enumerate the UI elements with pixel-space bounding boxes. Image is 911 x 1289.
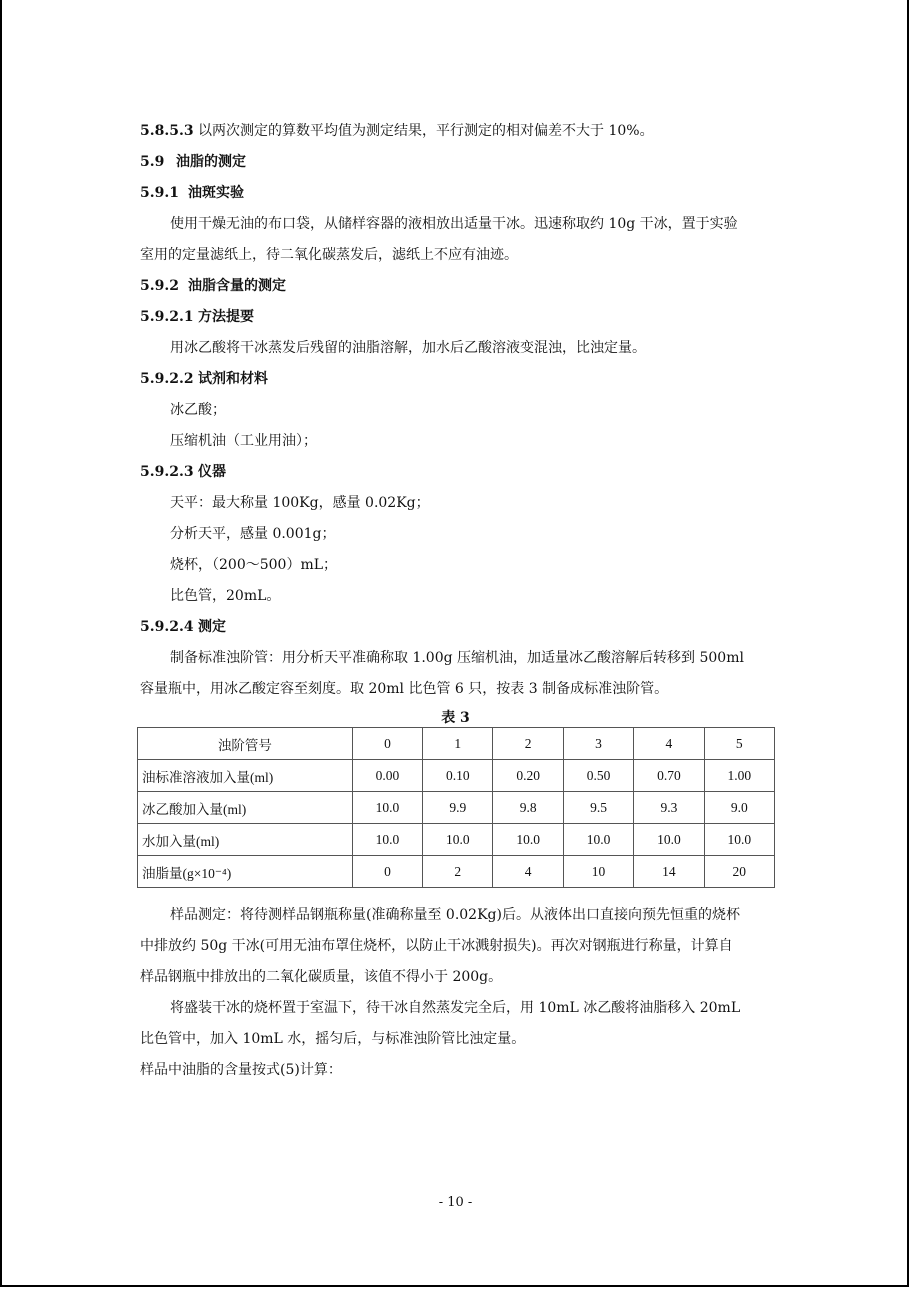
heading-5922: [140, 370, 268, 388]
table-header-cell: 3: [563, 728, 633, 760]
table-3: [137, 727, 775, 888]
table-cell: 0.50: [563, 760, 633, 792]
instrument-item: 比色管，20mL。: [170, 588, 281, 604]
table-row: [138, 760, 775, 792]
table-cell: 20: [704, 856, 774, 888]
paragraph-line: 中排放约 50g 干冰(可用无油布罩住烧杯，以防止干冰溅射损失)。再次对钢瓶进行称量，计算自: [140, 938, 733, 954]
clause-5853: [140, 122, 654, 140]
table-cell: 14: [634, 856, 704, 888]
clause-text: 以两次测定的算数平均值为测定结果，平行测定的相对偏差不大于 10%。: [198, 123, 654, 139]
table-cell: 10.0: [352, 824, 422, 856]
table-cell: 9.8: [493, 792, 563, 824]
heading-5921: [140, 308, 254, 326]
paragraph-line: 室用的定量滤纸上，待二氧化碳蒸发后，滤纸上不应有油迹。: [140, 247, 518, 263]
table-header-cell: 5: [704, 728, 774, 760]
heading-title: 试剂和材料: [198, 371, 268, 387]
table-row-label: 水加入量(ml): [138, 824, 353, 856]
table-header-row: [138, 728, 775, 760]
table-cell: 9.3: [634, 792, 704, 824]
table-cell: 0.10: [423, 760, 493, 792]
table-row-label: 冰乙酸加入量(ml): [138, 792, 353, 824]
heading-5923: [140, 463, 226, 481]
heading-title: 油脂的测定: [176, 154, 246, 170]
heading-title: 测定: [198, 619, 226, 635]
table-header-cell: 1: [423, 728, 493, 760]
table-cell: 0: [352, 856, 422, 888]
paragraph-line: 将盛装干冰的烧杯置于室温下，待干冰自然蒸发完全后，用 10mL 冰乙酸将油脂移入 20mL: [170, 1000, 741, 1016]
reagent-item: 压缩机油（工业用油）；: [170, 433, 317, 449]
paragraph-line: 样品钢瓶中排放出的二氧化碳质量，该值不得小于 200g。: [140, 969, 503, 985]
heading-title: 仪器: [198, 464, 226, 480]
reagent-item: 冰乙酸；: [170, 402, 226, 418]
table-row-label: 油脂量(g×10⁻⁴): [138, 856, 353, 888]
instrument-item: 分析天平，感量 0.001g；: [170, 526, 336, 542]
instrument-item: 天平：最大称量 100Kg，感量 0.02Kg；: [170, 495, 430, 511]
heading-number: 5.9: [140, 154, 165, 170]
table-row: [138, 856, 775, 888]
table-cell: 10.0: [493, 824, 563, 856]
table-cell: 9.9: [423, 792, 493, 824]
heading-title: 油脂含量的测定: [188, 278, 286, 294]
table-cell: 9.0: [704, 792, 774, 824]
table-caption: 表 3: [441, 710, 470, 726]
page-number: - 10 -: [438, 1195, 473, 1210]
heading-number: 5.9.2: [140, 278, 179, 294]
paragraph-line: 使用干燥无油的布口袋，从储样容器的液相放出适量干冰。迅速称取约 10g 干冰，置于实验: [170, 216, 738, 232]
paragraph-line: 样品测定：将待测样品钢瓶称量(准确称量至 0.02Kg)后。从液体出口直接向预先恒重的烧杯: [170, 907, 740, 923]
table-cell: 4: [493, 856, 563, 888]
table-cell: 10.0: [352, 792, 422, 824]
table-cell: 10.0: [423, 824, 493, 856]
heading-number: 5.9.2.1: [140, 309, 194, 325]
table-header-cell: 2: [493, 728, 563, 760]
table-row-label: 油标准溶液加入量(ml): [138, 760, 353, 792]
clause-number: 5.8.5.3: [140, 123, 194, 139]
heading-title: 油斑实验: [188, 185, 244, 201]
table-row: [138, 824, 775, 856]
paragraph-line: 容量瓶中，用冰乙酸定容至刻度。取 20ml 比色管 6 只，按表 3 制备成标准浊阶管。: [140, 681, 669, 697]
table-cell: 10: [563, 856, 633, 888]
table-cell: 10.0: [563, 824, 633, 856]
heading-59: [140, 153, 246, 171]
heading-5924: [140, 618, 226, 636]
heading-592: [140, 277, 286, 295]
instrument-item: 烧杯，（200～500）mL；: [170, 557, 338, 573]
paragraph-line: 用冰乙酸将干冰蒸发后残留的油脂溶解，加水后乙酸溶液变混浊，比浊定量。: [170, 340, 646, 356]
table-cell: 9.5: [563, 792, 633, 824]
heading-number: 5.9.1: [140, 185, 179, 201]
table-cell: 0.20: [493, 760, 563, 792]
paragraph-line: 比色管中，加入 10mL 水，摇匀后，与标准浊阶管比浊定量。: [140, 1031, 526, 1047]
table-cell: 10.0: [704, 824, 774, 856]
heading-number: 5.9.2.2: [140, 371, 194, 387]
table-header-cell: 0: [352, 728, 422, 760]
heading-title: 方法提要: [198, 309, 254, 325]
heading-number: 5.9.2.3: [140, 464, 194, 480]
table-header-cell: 4: [634, 728, 704, 760]
table-row: [138, 792, 775, 824]
table-cell: 2: [423, 856, 493, 888]
table-cell: 0.00: [352, 760, 422, 792]
paragraph-line: 制备标准浊阶管：用分析天平准确称取 1.00g 压缩机油，加适量冰乙酸溶解后转移到 500ml: [170, 650, 744, 666]
paragraph-line: 样品中油脂的含量按式(5)计算：: [140, 1062, 342, 1078]
table-header-label: 浊阶管号: [138, 728, 353, 760]
heading-591: [140, 184, 244, 202]
table-cell: 0.70: [634, 760, 704, 792]
table-cell: 1.00: [704, 760, 774, 792]
table-cell: 10.0: [634, 824, 704, 856]
heading-number: 5.9.2.4: [140, 619, 194, 635]
